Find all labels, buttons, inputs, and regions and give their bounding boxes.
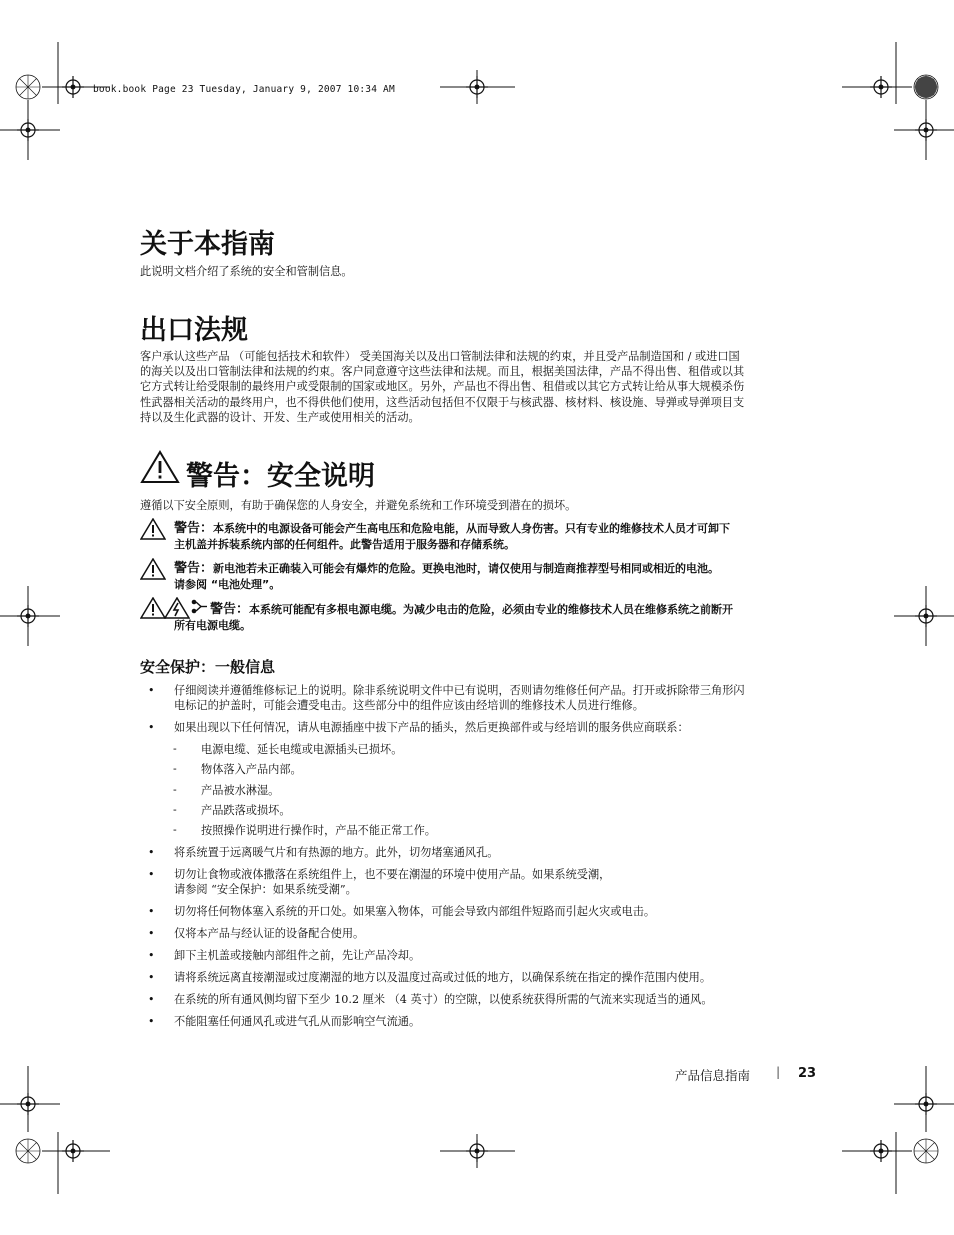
warning-icon [140, 518, 166, 540]
warning-label: 警告： [174, 561, 214, 576]
list-item: 卸下主机盖或接触内部组件之前，先让产品冷却。 [174, 949, 421, 962]
sub-list-item: 电源电缆、延长电缆或电源插头已损坏。 [201, 743, 403, 756]
list-item-text: 仔细阅读并遵循维修标记上的说明。除非系统说明文件中已有说明，否则请勿维修任何产品。打开或拆除带三角形闪 [174, 684, 745, 697]
warning-icon [140, 597, 166, 619]
list-item-text: 请参阅 “安全保护：如果系统受潮”。 [174, 883, 357, 896]
export-line: 性武器相关活动的最终用户，也不得供他们使用，这些活动包括但不仅限于与核武器、核材料、核设施、导弹或导弹项目支 [140, 395, 745, 409]
export-line: 持以及生化武器的设计、开发、生产或使用相关的活动。 [140, 410, 420, 424]
safety-intro: 遵循以下安全原则，有助于确保您的人身安全，并避免系统和工作环境受到潜在的损坏。 [140, 499, 577, 512]
dash-marker: - [173, 783, 177, 796]
list-item-text: 电标记的护盖时，可能会遭受电击。这些部分中的组件应该由经培训的维修技术人员进行维修。 [174, 699, 644, 712]
export-line: 的海关以及出口管制法律和法规的约束。客户同意遵守这些法律和法规。而且，根据美国法律，产品不得出售、租借或以其 [140, 365, 745, 379]
about-title: 关于本指南 [140, 229, 275, 260]
list-item-text: 切勿让食物或液体撒落在系统组件上，也不要在潮湿的环境中使用产品。如果系统受潮， [174, 868, 611, 881]
list-item [174, 867, 610, 897]
bullet-marker: • [148, 721, 155, 734]
warning-text: 所有电源电缆。 [174, 619, 251, 632]
about-body: 此说明文档介绍了系统的安全和管制信息。 [140, 265, 353, 278]
list-item: 请将系统远离直接潮湿或过度潮湿的地方以及温度过高或过低的地方，以确保系统在指定的操作范围内使用。 [174, 971, 712, 984]
safety-title: 警告：安全说明 [186, 461, 375, 492]
warning-label: 警告： [210, 602, 250, 617]
list-item: 在系统的所有通风侧均留下至少 10.2 厘米 （4 英寸）的空隙，以使系统获得所需的气流来实现适当的通风。 [174, 993, 713, 1006]
bullet-marker: • [148, 971, 155, 984]
warning-1 [174, 521, 824, 553]
bullet-marker: • [148, 993, 155, 1006]
sub-list-item: 按照操作说明进行操作时，产品不能正常工作。 [201, 824, 436, 837]
list-item: 不能阻塞任何通风孔或进气孔从而影响空气流通。 [174, 1015, 421, 1028]
warning-icon [140, 558, 166, 580]
warning-triangle-icon [140, 450, 180, 484]
warning-text: 请参阅 “电池处理”。 [174, 578, 281, 591]
footer-separator: | [776, 1064, 781, 1079]
warning-text: 新电池若未正确装入可能会有爆炸的危险。更换电池时，请仅使用与制造商推荐型号相同或相近的电池。 [213, 562, 720, 575]
warning-text: 主机盖并拆装系统内部的任何组件。此警告适用于服务器和存储系统。 [174, 538, 515, 551]
warning-3 [174, 602, 824, 634]
general-safety-title: 安全保护：一般信息 [140, 658, 276, 676]
export-body [140, 349, 820, 425]
list-item: 切勿将任何物体塞入系统的开口处。如果塞入物体，可能会导致内部组件短路而引起火灾或电击。 [174, 905, 656, 918]
export-title: 出口法规 [140, 315, 248, 346]
warning-label: 警告： [174, 521, 214, 536]
list-item [174, 720, 689, 735]
export-line: 客户承认这些产品 （可能包括技术和软件） 受美国海关以及出口管制法律和法规的约束，并且受产品制造国和 / 或进口国 [140, 350, 740, 363]
dash-marker: - [173, 823, 177, 836]
bullet-marker: • [148, 905, 155, 918]
file-info-header: book.book Page 23 Tuesday, January 9, 2007 10:34 AM [93, 84, 395, 95]
bullet-marker: • [148, 927, 155, 940]
dash-marker: - [173, 803, 177, 816]
sub-list-item: 物体落入产品内部。 [201, 763, 302, 776]
dash-marker: - [173, 762, 177, 775]
dash-marker: - [173, 742, 177, 755]
bullet-marker: • [148, 1015, 155, 1028]
list-item [174, 683, 745, 713]
bullet-marker: • [148, 868, 155, 881]
warning-text: 本系统可能配有多根电源电缆。为减少电击的危险，必须由专业的维修技术人员在维修系统之前断开 [249, 603, 734, 616]
bullet-marker: • [148, 949, 155, 962]
list-item: 将系统置于远离暖气片和有热源的地方。此外，切勿堵塞通风孔。 [174, 846, 499, 859]
bullet-marker: • [148, 684, 155, 697]
bullet-marker: • [148, 846, 155, 859]
list-item: 仅将本产品与经认证的设备配合使用。 [174, 927, 365, 940]
sub-list-item: 产品被水淋湿。 [201, 784, 280, 797]
export-line: 它方式转让给受限制的最终用户或受限制的国家或地区。另外，产品也不得出售、租借或以其它方式转让给从事大规模杀伤 [140, 380, 745, 394]
warning-2 [174, 561, 824, 593]
page-number: 23 [798, 1066, 817, 1081]
sub-list-item: 产品跌落或损坏。 [201, 804, 291, 817]
warning-text: 本系统中的电源设备可能会产生高电压和危险电能，从而导致人身伤害。只有专业的维修技术人员才可卸下 [213, 522, 731, 535]
list-item-text: 如果出现以下任何情况，请从电源插座中拔下产品的插头，然后更换部件或与经培训的服务供应商联系： [174, 721, 689, 734]
footer-guide-title: 产品信息指南 [675, 1068, 751, 1083]
